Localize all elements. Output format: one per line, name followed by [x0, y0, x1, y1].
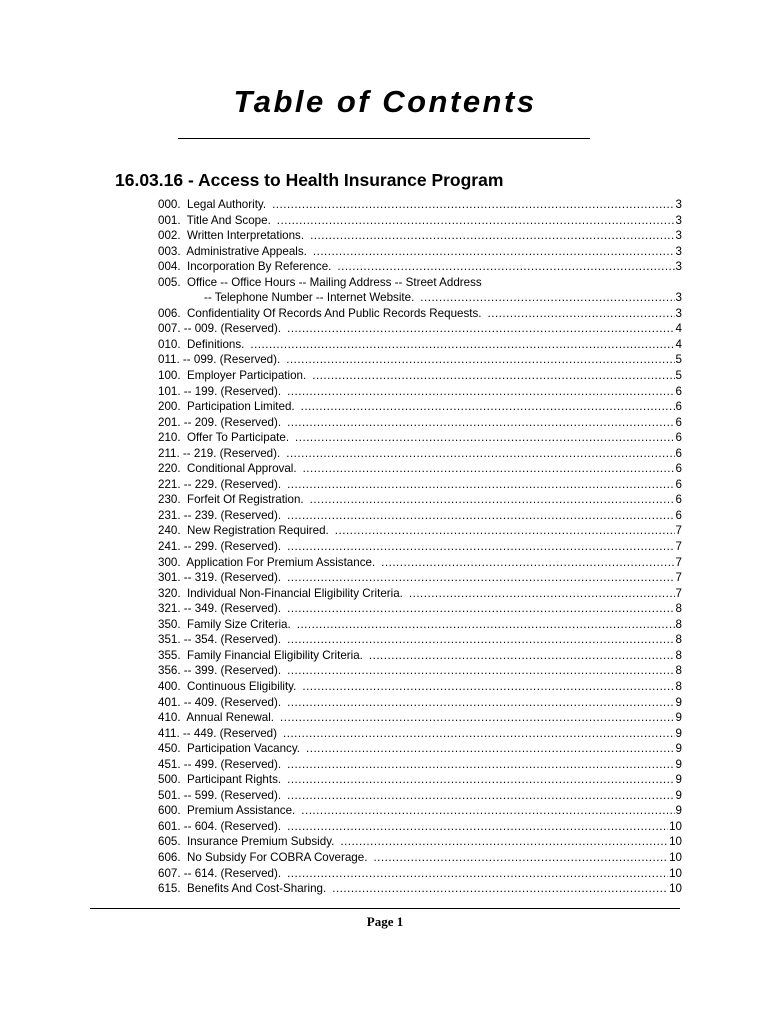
toc-entry-label: 005. Office -- Office Hours -- Mailing Address -- Street Address: [158, 275, 482, 289]
dot-leader: [302, 679, 674, 695]
toc-entry-page: 8: [675, 679, 682, 693]
toc-entry-label: 451. -- 499. (Reserved).: [158, 757, 287, 773]
toc-entry-label: 231. -- 239. (Reserved).: [158, 508, 287, 524]
toc-entry-label: 411. -- 449. (Reserved): [158, 726, 283, 742]
toc-entry-page: 6: [675, 446, 682, 460]
toc-entry-page: 10: [669, 835, 682, 849]
dot-leader: [287, 384, 674, 400]
toc-entry-label: 011. -- 099. (Reserved).: [158, 352, 286, 368]
toc-entry-page: 3: [675, 244, 682, 258]
toc-entry-page: 3: [675, 291, 682, 305]
toc-entry-label: 100. Employer Participation.: [158, 368, 312, 384]
toc-entry-page: 6: [675, 493, 682, 507]
toc-entry-page: 8: [675, 648, 682, 662]
dot-leader: [306, 741, 675, 757]
dot-leader: [283, 726, 675, 742]
toc-entry-label: 241. -- 299. (Reserved).: [158, 539, 287, 555]
toc-entry: [158, 632, 682, 648]
toc-entry-label: 007. -- 009. (Reserved).: [158, 321, 287, 337]
dot-leader: [287, 819, 668, 835]
toc-entry-page: 9: [675, 788, 682, 802]
toc-entry-label: 400. Continuous Eligibility.: [158, 679, 302, 695]
toc-entry: [158, 430, 682, 446]
toc-entry-label: 606. No Subsidy For COBRA Coverage.: [158, 850, 373, 866]
toc-entry: [158, 757, 682, 773]
footer-divider: [90, 908, 680, 909]
toc-entry-label: 010. Definitions.: [158, 337, 250, 353]
toc-entry-page: 6: [675, 477, 682, 491]
toc-entry-label: 500. Participant Rights.: [158, 772, 287, 788]
toc-entry-page: 9: [675, 757, 682, 771]
dot-leader: [381, 555, 674, 571]
dot-leader: [340, 834, 668, 850]
dot-leader: [287, 788, 674, 804]
toc-entry-label: 410. Annual Renewal.: [158, 710, 280, 726]
toc-entry-label: 201. -- 209. (Reserved).: [158, 415, 287, 431]
toc-entry: [158, 384, 682, 400]
toc-entry-page: 5: [675, 369, 682, 383]
toc-entry-page: 9: [675, 695, 682, 709]
toc-entry-label: 200. Participation Limited.: [158, 399, 301, 415]
dot-leader: [287, 321, 674, 337]
dot-leader: [287, 632, 674, 648]
toc-entry-label: 006. Confidentiality Of Records And Public Records Requests.: [158, 306, 488, 322]
dot-leader: [420, 290, 674, 306]
toc-entry: [158, 321, 682, 337]
toc-entry: [158, 337, 682, 353]
toc-entry-label: 501. -- 599. (Reserved).: [158, 788, 287, 804]
dot-leader: [287, 866, 668, 882]
toc-entry: [158, 399, 682, 415]
toc-entry-label: 601. -- 604. (Reserved).: [158, 819, 287, 835]
dot-leader: [287, 601, 674, 617]
toc-entry-label: 101. -- 199. (Reserved).: [158, 384, 287, 400]
dot-leader: [373, 850, 668, 866]
toc-entry-page: 6: [675, 462, 682, 476]
toc-entry: [158, 555, 682, 571]
toc-entry: [158, 275, 682, 306]
toc-entry-page: 9: [675, 711, 682, 725]
toc-entry: [158, 306, 682, 322]
toc-entry-label: 221. -- 229. (Reserved).: [158, 477, 287, 493]
toc-entry: [158, 695, 682, 711]
toc-entry: [158, 259, 682, 275]
toc-entry: [158, 461, 682, 477]
dot-leader: [286, 446, 674, 462]
toc-entry-label: 450. Participation Vacancy.: [158, 741, 306, 757]
dot-leader: [287, 477, 674, 493]
toc-entry: [158, 866, 682, 882]
toc-entry: [158, 415, 682, 431]
toc-entry-page: 4: [675, 322, 682, 336]
toc-entry-page: 7: [675, 586, 682, 600]
toc-entry-label: 321. -- 349. (Reserved).: [158, 601, 287, 617]
toc-entry-label-continued: -- Telephone Number -- Internet Website.: [158, 290, 420, 306]
toc-entry-page: 9: [675, 773, 682, 787]
toc-entry-page: 3: [675, 260, 682, 274]
page-number: Page 1: [366, 914, 404, 929]
dot-leader: [303, 461, 675, 477]
toc-entry-page: 3: [675, 229, 682, 243]
toc-entry-label: 350. Family Size Criteria.: [158, 617, 297, 633]
toc-entry-label: 301. -- 319. (Reserved).: [158, 570, 287, 586]
toc-entry: [158, 446, 682, 462]
dot-leader: [287, 508, 674, 524]
toc-entry-page: 8: [675, 664, 682, 678]
toc-entry-page: 6: [675, 384, 682, 398]
dot-leader: [280, 710, 675, 726]
toc-entry-label: 004. Incorporation By Reference.: [158, 259, 337, 275]
dot-leader: [287, 415, 674, 431]
toc-entry-page: 8: [675, 602, 682, 616]
toc-entry-label: 220. Conditional Approval.: [158, 461, 303, 477]
dot-leader: [310, 492, 675, 508]
dot-leader: [312, 368, 674, 384]
dot-leader: [488, 306, 675, 322]
toc-entry-page: 4: [675, 337, 682, 351]
toc-entry-page: 3: [675, 306, 682, 320]
dot-leader: [287, 663, 674, 679]
toc-entry-label: 600. Premium Assistance.: [158, 803, 301, 819]
toc-entry: [158, 648, 682, 664]
dot-leader: [409, 586, 675, 602]
toc-entry-label: 001. Title And Scope.: [158, 213, 277, 229]
toc-entry-label: 000. Legal Authority.: [158, 197, 272, 213]
dot-leader: [287, 772, 674, 788]
dot-leader: [287, 539, 674, 555]
dot-leader: [272, 197, 674, 213]
toc-entry: [158, 679, 682, 695]
toc-entry-label: 355. Family Financial Eligibility Criteria.: [158, 648, 369, 664]
chapter-heading: 16.03.16 - Access to Health Insurance Program: [115, 170, 504, 190]
toc-entry-label: 401. -- 409. (Reserved).: [158, 695, 287, 711]
toc-entry-page: 9: [675, 742, 682, 756]
dot-leader: [335, 523, 675, 539]
dot-leader: [286, 352, 674, 368]
dot-leader: [295, 430, 675, 446]
toc-entry-page: 7: [675, 571, 682, 585]
toc-entry-label: 240. New Registration Required.: [158, 523, 335, 539]
dot-leader: [313, 244, 675, 260]
toc-entry-page: 7: [675, 524, 682, 538]
toc-entry: [158, 539, 682, 555]
toc-entry: [158, 850, 682, 866]
toc-entry-label: 230. Forfeit Of Registration.: [158, 492, 310, 508]
toc-entry: [158, 508, 682, 524]
toc-entry-page: 5: [675, 353, 682, 367]
toc-entry: [158, 213, 682, 229]
toc-entry-page: 10: [669, 882, 682, 896]
dot-leader: [332, 881, 668, 897]
dot-leader: [287, 695, 674, 711]
toc-entry: [158, 834, 682, 850]
dot-leader: [277, 213, 675, 229]
document-title: Table of Contents: [233, 84, 537, 119]
toc-entry: [158, 523, 682, 539]
toc-entry-label: 300. Application For Premium Assistance.: [158, 555, 381, 571]
toc-entry-label: 356. -- 399. (Reserved).: [158, 663, 287, 679]
toc-entry: [158, 663, 682, 679]
toc-entry: [158, 601, 682, 617]
dot-leader: [297, 617, 675, 633]
toc-entry: [158, 772, 682, 788]
dot-leader: [310, 228, 674, 244]
dot-leader: [301, 399, 675, 415]
toc-entry-label: 211. -- 219. (Reserved).: [158, 446, 286, 462]
toc-entry-page: 10: [669, 819, 682, 833]
toc-entry: [158, 710, 682, 726]
toc-entry-page: 3: [675, 213, 682, 227]
toc-entry: [158, 197, 682, 213]
toc-entry: [158, 803, 682, 819]
toc-entry: [158, 741, 682, 757]
toc-list: [158, 197, 682, 897]
toc-entry-label: 351. -- 354. (Reserved).: [158, 632, 287, 648]
toc-entry-label: 615. Benefits And Cost-Sharing.: [158, 881, 332, 897]
dot-leader: [337, 259, 674, 275]
toc-entry-page: 9: [675, 726, 682, 740]
dot-leader: [369, 648, 675, 664]
toc-entry-label: 002. Written Interpretations.: [158, 228, 310, 244]
toc-entry-page: 7: [675, 540, 682, 554]
toc-entry: [158, 368, 682, 384]
toc-entry: [158, 228, 682, 244]
toc-entry-page: 6: [675, 400, 682, 414]
toc-entry: [158, 819, 682, 835]
toc-entry: [158, 570, 682, 586]
toc-entry-label: 003. Administrative Appeals.: [158, 244, 313, 260]
toc-entry: [158, 492, 682, 508]
toc-entry-label: 607. -- 614. (Reserved).: [158, 866, 287, 882]
toc-entry-page: 6: [675, 415, 682, 429]
dot-leader: [287, 570, 674, 586]
toc-entry-page: 8: [675, 617, 682, 631]
toc-entry: [158, 352, 682, 368]
toc-entry-page: 9: [675, 804, 682, 818]
toc-entry: [158, 881, 682, 897]
toc-entry: [158, 788, 682, 804]
toc-entry-page: 10: [669, 866, 682, 880]
toc-entry-label: 605. Insurance Premium Subsidy.: [158, 834, 340, 850]
dot-leader: [287, 757, 674, 773]
toc-entry-page: 3: [675, 198, 682, 211]
toc-entry-page: 8: [675, 633, 682, 647]
toc-entry: [158, 726, 682, 742]
toc-entry-page: 10: [669, 850, 682, 864]
toc-entry: [158, 586, 682, 602]
toc-entry: [158, 477, 682, 493]
toc-entry-page: 6: [675, 508, 682, 522]
dot-leader: [250, 337, 674, 353]
toc-entry: [158, 617, 682, 633]
toc-entry-page: 7: [675, 555, 682, 569]
toc-entry-label: 320. Individual Non-Financial Eligibility Criteria.: [158, 586, 409, 602]
toc-entry-label: 210. Offer To Participate.: [158, 430, 295, 446]
toc-entry-page: 6: [675, 431, 682, 445]
dot-leader: [301, 803, 674, 819]
title-divider: [178, 138, 590, 139]
toc-entry: [158, 244, 682, 260]
